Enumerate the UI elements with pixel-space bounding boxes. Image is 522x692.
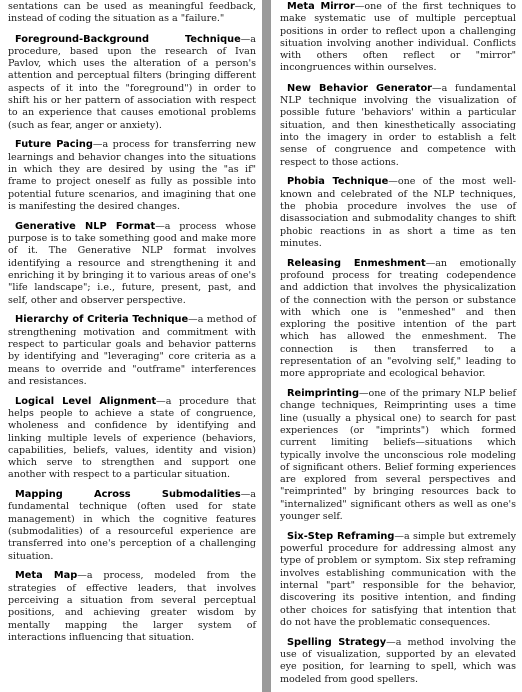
entry-term: New Behavior Generator [287,82,433,94]
entry-term: Generative NLP Format [15,220,156,232]
glossary-entry [8,396,256,482]
glossary-entry [280,637,516,686]
entry-term: Releasing Enmeshment [287,257,426,269]
entry-definition: —a process for transferring new learnings and behavior changes into the situations in which they are desired by using the "as if" frame to project oneself as fully as possible into potential future scenarios, and imagining that one is manifesting the desired changes. [8,139,256,212]
glossary-entry [8,34,256,132]
entry-definition: —one of the first techniques to make systematic use of multiple perceptual positions in order to reflect upon a challenging situation involving another individual. Conflicts with others often reflect or "mirror" incongruences within ourselves. [280,1,516,74]
entry-term: Phobia Technique [287,176,389,188]
glossary-entry [8,489,256,563]
entry-definition: —a fundamental NLP technique involving the visualization of possible future 'behaviors' within a particular situation, and then kinesthetically associating into the imagery in order to establish a felt sense of congruence and competence with respect to those actions. [280,82,517,168]
glossary-entry [8,314,256,388]
entry-definition: —a simple but extremely powerful procedure for addressing almost any type of problem or symptom. Six step reframing involves establishing communication with the internal "part" responsible for the behavior, discovering its positive intention, and finding other choices for satisfying that intention that do not have the problematic consequences. [280,530,516,628]
glossary-entry [280,1,516,75]
glossary-entry [8,570,256,644]
entry-definition: —one of the primary NLP belief change techniques, Reimprinting uses a time line (usually a physical one) to search for past experiences (or "imprints") which formed current limiting beliefs—situations which typically involve the unconscious role modeling of significant others. Belief forming experiences are explored from several perspectives and "reimprinted" by bringing resources back to "internalized" significant others as well as one's younger self. [280,388,516,523]
glossary-entry [280,176,516,250]
entry-definition: —one of the most well-known and celebrated of the NLP techniques, the phobia procedure involves the use of disassociation and submodality changes to shift phobic reactions in as short a time as ten minutes. [280,176,516,249]
intro-text: sentations can be used as meaningful feedback, instead of coding the situation as a "failure." [8,1,256,25]
entry-term: Spelling Strategy [287,636,387,648]
glossary-entry [280,258,516,381]
glossary-entry [8,139,256,213]
glossary-entry [280,388,516,523]
entry-term: Foreground-Background Technique [15,33,241,45]
intro-paragraph [8,1,256,26]
entry-term: Meta Map [15,570,78,582]
entry-term: Future Pacing [15,139,93,151]
glossary-entry [8,221,256,307]
entry-definition: —a method of strengthening motivation and commitment with respect to particular goals and behavior patterns by identifying and "leveraging" core criteria as a means to override and "outframe" interferences and resistances. [8,314,256,387]
entry-definition: —a procedure, based upon the research of Ivan Pavlov, which uses the alteration of a person's attention and perceptual filters (bringing different aspects of it into the "foreground") in order to shift his or her pattern of association with respect to an experience that causes emotional problems (such as fear, anger or anxiety). [8,33,256,131]
entry-definition: —a process, modeled from the strategies of effective leaders, that involves perceiving a situation from several perceptual positions, and achieving greater wisdom by mentally mapping the larger system of interactions influencing that situation. [8,570,256,643]
entry-definition: —an emotionally profound process for treating codependence and addiction that involves the physicalization of the connection with the person or substance with which one is "enmeshed" and then exploring the positive intention of the part which has allowed the enmeshment. The connection is then transferred to a representation of an "evolving self," leading to more appropriate and ecological behavior. [280,257,516,380]
entry-term: Logical Level Alignment [15,395,157,407]
right-column [271,0,522,692]
entry-definition: —a procedure that helps people to achieve a state of congruence, wholeness and confidence by identifying and linking multiple levels of experience (behaviors, capabilities, beliefs, values, identity and vision) which serve to strengthen and support one another with respect to a particular situation. [8,395,257,481]
entry-term: Hierarchy of Criteria Technique [15,314,189,326]
entry-definition: —a process whose purpose is to take something good and make more of it. The Generative NLP format involves identifying a resource and strengthening it and enriching it by bringing it to various areas of one's "life landscape"; i.e., future, present, past, and self, other and observer perspective. [8,220,256,306]
entry-definition: —a fundamental technique (often used for state management) in which the cognitive features (submodalities) of a resourceful experience are transferred into one's perception of a challenging situation. [8,489,256,562]
entry-term: Meta Mirror [287,1,355,12]
entry-definition: —a method involving the use of visualization, supported by an elevated eye position, for learning to spell, which was modeled from good spellers. [280,636,516,685]
glossary-entry [280,83,516,169]
entry-term: Six-Step Reframing [287,530,395,542]
entry-term: Mapping Across Submodalities [15,489,241,501]
entry-term: Reimprinting [287,388,359,400]
glossary-entry [280,531,516,629]
